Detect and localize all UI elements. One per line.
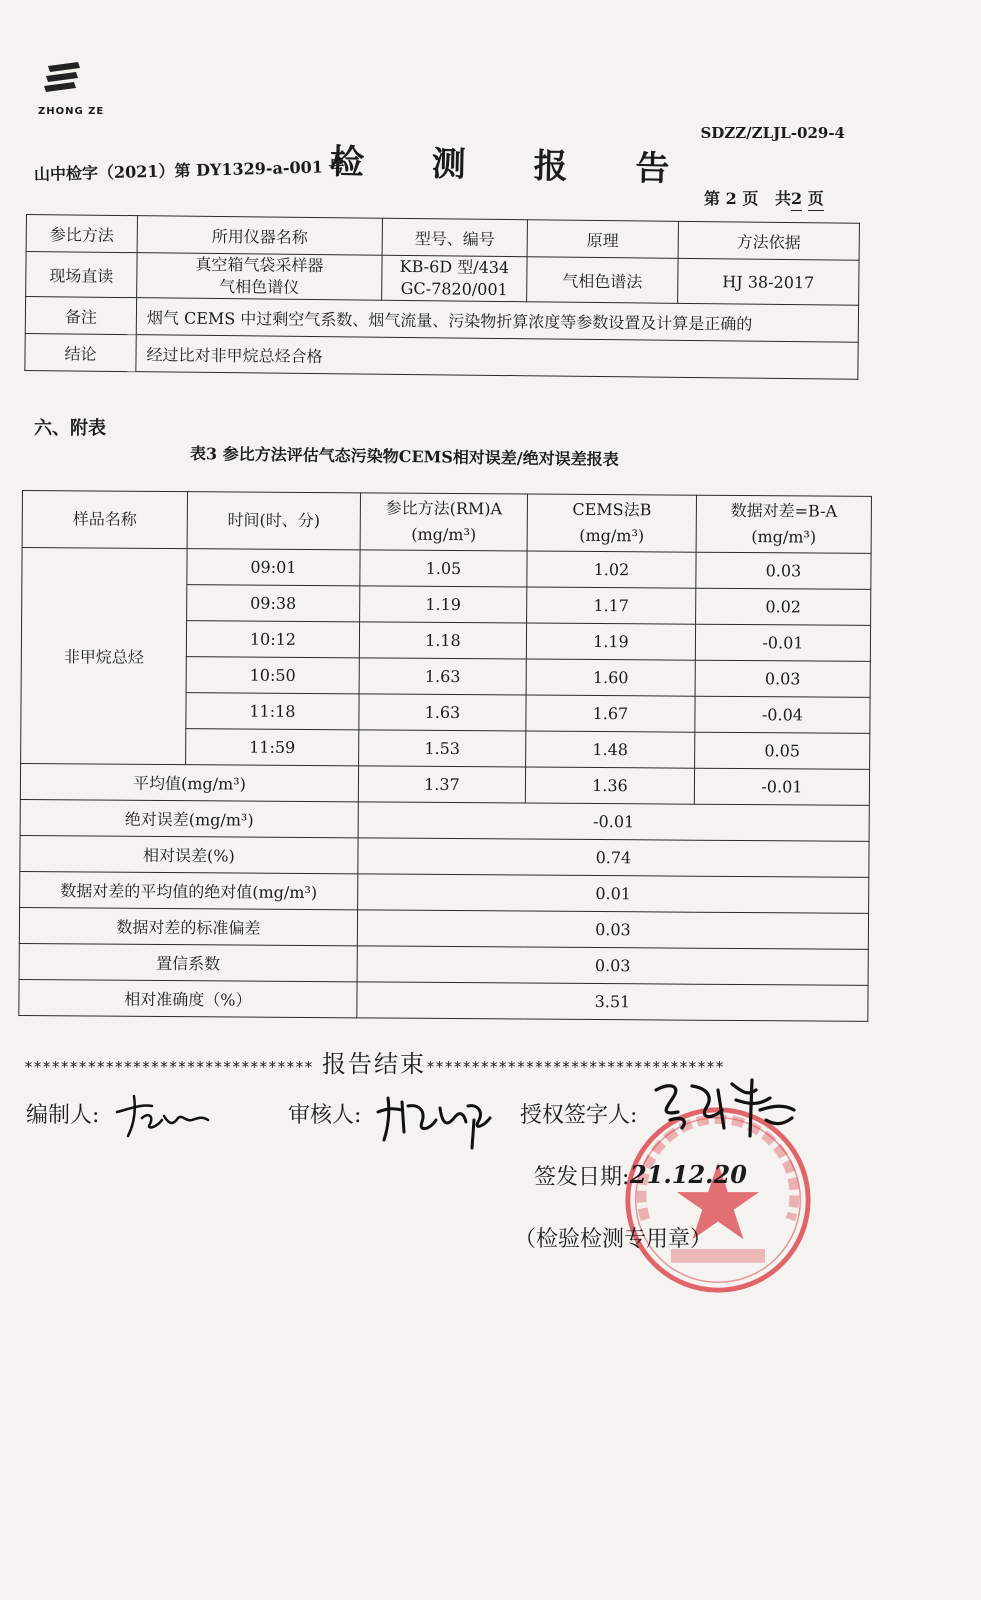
header-sample: 样品名称 xyxy=(22,491,187,549)
header-rm: 参比方法(RM)A (mg/m³) xyxy=(360,493,527,551)
instrument-cell xyxy=(137,253,382,301)
header-time: 时间(时、分) xyxy=(187,492,360,550)
rm-cell: 1.18 xyxy=(359,622,526,659)
company-logo-icon xyxy=(40,62,90,98)
authorizer-signature xyxy=(648,1076,798,1142)
stat-row xyxy=(19,943,868,985)
stat-label: 置信系数 xyxy=(19,943,357,981)
table-row xyxy=(22,548,871,590)
diff-cell: -0.01 xyxy=(695,624,870,661)
cems-cell: 1.19 xyxy=(526,623,695,660)
conclusion-label: 结论 xyxy=(25,333,136,371)
remark-text: 烟气 CEMS 中过剩空气系数、烟气流量、污染物折算浓度等参数设置及计算是正确的 xyxy=(136,298,858,343)
rm-cell: 1.19 xyxy=(360,586,527,623)
stat-row xyxy=(20,799,869,841)
rm-cell: 1.05 xyxy=(360,550,527,587)
rm-cell: 1.63 xyxy=(359,658,526,695)
logo-text: ZHONG ZE xyxy=(38,106,105,117)
col-model: 型号、编号 xyxy=(382,218,527,257)
cems-cell: 1.67 xyxy=(526,695,695,732)
stat-row xyxy=(19,979,868,1021)
cems-cell: 1.48 xyxy=(526,731,695,768)
average-row xyxy=(20,763,869,805)
reviewer-signature xyxy=(374,1092,494,1150)
conclusion-text: 经过比对非甲烷总烃合格 xyxy=(136,335,858,380)
header-cems: CEMS法B (mg/m³) xyxy=(527,494,696,552)
stat-label: 相对误差(%) xyxy=(20,835,358,873)
time-cell: 10:12 xyxy=(186,621,359,658)
remark-label: 备注 xyxy=(25,297,136,335)
stat-row xyxy=(20,835,869,877)
principle-value: 气相色谱法 xyxy=(527,257,678,304)
header-diff: 数据对差=B-A (mg/m³) xyxy=(696,495,871,553)
document-code: SDZZ/ZLJL-029-4 xyxy=(700,124,845,142)
stat-value: 0.74 xyxy=(358,838,869,878)
basis-value: HJ 38-2017 xyxy=(678,258,859,305)
average-label: 平均值(mg/m³) xyxy=(20,763,358,801)
compiler-signature xyxy=(112,1090,212,1140)
time-cell: 11:59 xyxy=(186,729,359,766)
stat-row xyxy=(20,871,869,913)
col-principle: 原理 xyxy=(527,220,678,259)
stat-value: 0.01 xyxy=(358,874,869,914)
col-basis: 方法依据 xyxy=(678,221,859,260)
report-number: 山中检字（2021）第 DY1329-a-001 号 xyxy=(33,156,345,184)
stat-label: 数据对差的标准偏差 xyxy=(19,907,357,945)
rm-cell: 1.53 xyxy=(359,730,526,767)
stat-label: 数据对差的平均值的绝对值(mg/m³) xyxy=(20,871,358,909)
diff-cell: 0.02 xyxy=(696,588,871,625)
time-cell: 09:38 xyxy=(187,585,360,622)
table-header-row xyxy=(22,491,871,554)
diff-cell: 0.03 xyxy=(696,552,871,589)
cems-cell: 1.17 xyxy=(527,587,696,624)
time-cell: 10:50 xyxy=(186,657,359,694)
document-title: 检 测 报 告 xyxy=(329,142,698,190)
col-instrument: 所用仪器名称 xyxy=(137,216,382,256)
compiler-label: 编制人: xyxy=(26,1103,100,1128)
stat-value: 0.03 xyxy=(357,946,868,986)
instrument-1: 真空箱气袋采样器 xyxy=(195,254,324,276)
diff-cell: 0.05 xyxy=(695,732,870,769)
method-table xyxy=(24,214,860,380)
section-title: 六、附表 xyxy=(34,418,106,439)
table3-title: 表3 参比方法评估气态污染物CEMS相对误差/绝对误差报表 xyxy=(189,444,619,469)
model-cell xyxy=(382,255,527,302)
average-rm: 1.37 xyxy=(358,766,525,803)
stat-label: 相对准确度（%） xyxy=(19,979,357,1017)
instrument-2: 气相色谱仪 xyxy=(219,277,300,297)
diff-cell: 0.03 xyxy=(695,660,870,697)
stat-label: 绝对误差(mg/m³) xyxy=(20,799,358,837)
authorizer-label: 授权签字人: xyxy=(520,1103,638,1128)
time-cell: 11:18 xyxy=(186,693,359,730)
comparison-table xyxy=(18,490,872,1022)
diff-cell: -0.04 xyxy=(695,696,870,733)
cems-cell: 1.02 xyxy=(527,551,696,588)
seal-note: （检验检测专用章） xyxy=(514,1227,713,1252)
cems-cell: 1.60 xyxy=(526,659,695,696)
stat-value: 0.03 xyxy=(357,910,868,950)
row-label-onsite-reading: 现场直读 xyxy=(26,252,137,298)
stat-value: 3.51 xyxy=(357,982,868,1022)
model-2: GC-7820/001 xyxy=(400,278,508,300)
stat-value: -0.01 xyxy=(358,802,869,842)
report-end-marker: ******************************** 报告结束********************************* xyxy=(24,1050,725,1078)
reviewer-label: 审核人: xyxy=(288,1103,362,1128)
model-1: KB-6D 型/434 xyxy=(399,256,510,278)
issue-date-label: 签发日期: xyxy=(534,1165,630,1190)
average-diff: -0.01 xyxy=(694,768,869,805)
page-info: 第 2 页 共2 页 xyxy=(704,186,824,209)
stat-row xyxy=(19,907,868,949)
time-cell: 09:01 xyxy=(187,549,360,586)
rm-cell: 1.63 xyxy=(359,694,526,731)
sample-name: 非甲烷总烃 xyxy=(21,548,188,765)
average-cems: 1.36 xyxy=(525,767,694,804)
issue-date-value: 21.12.20 xyxy=(630,1160,747,1189)
row-label-reference-method: 参比方法 xyxy=(26,215,137,253)
